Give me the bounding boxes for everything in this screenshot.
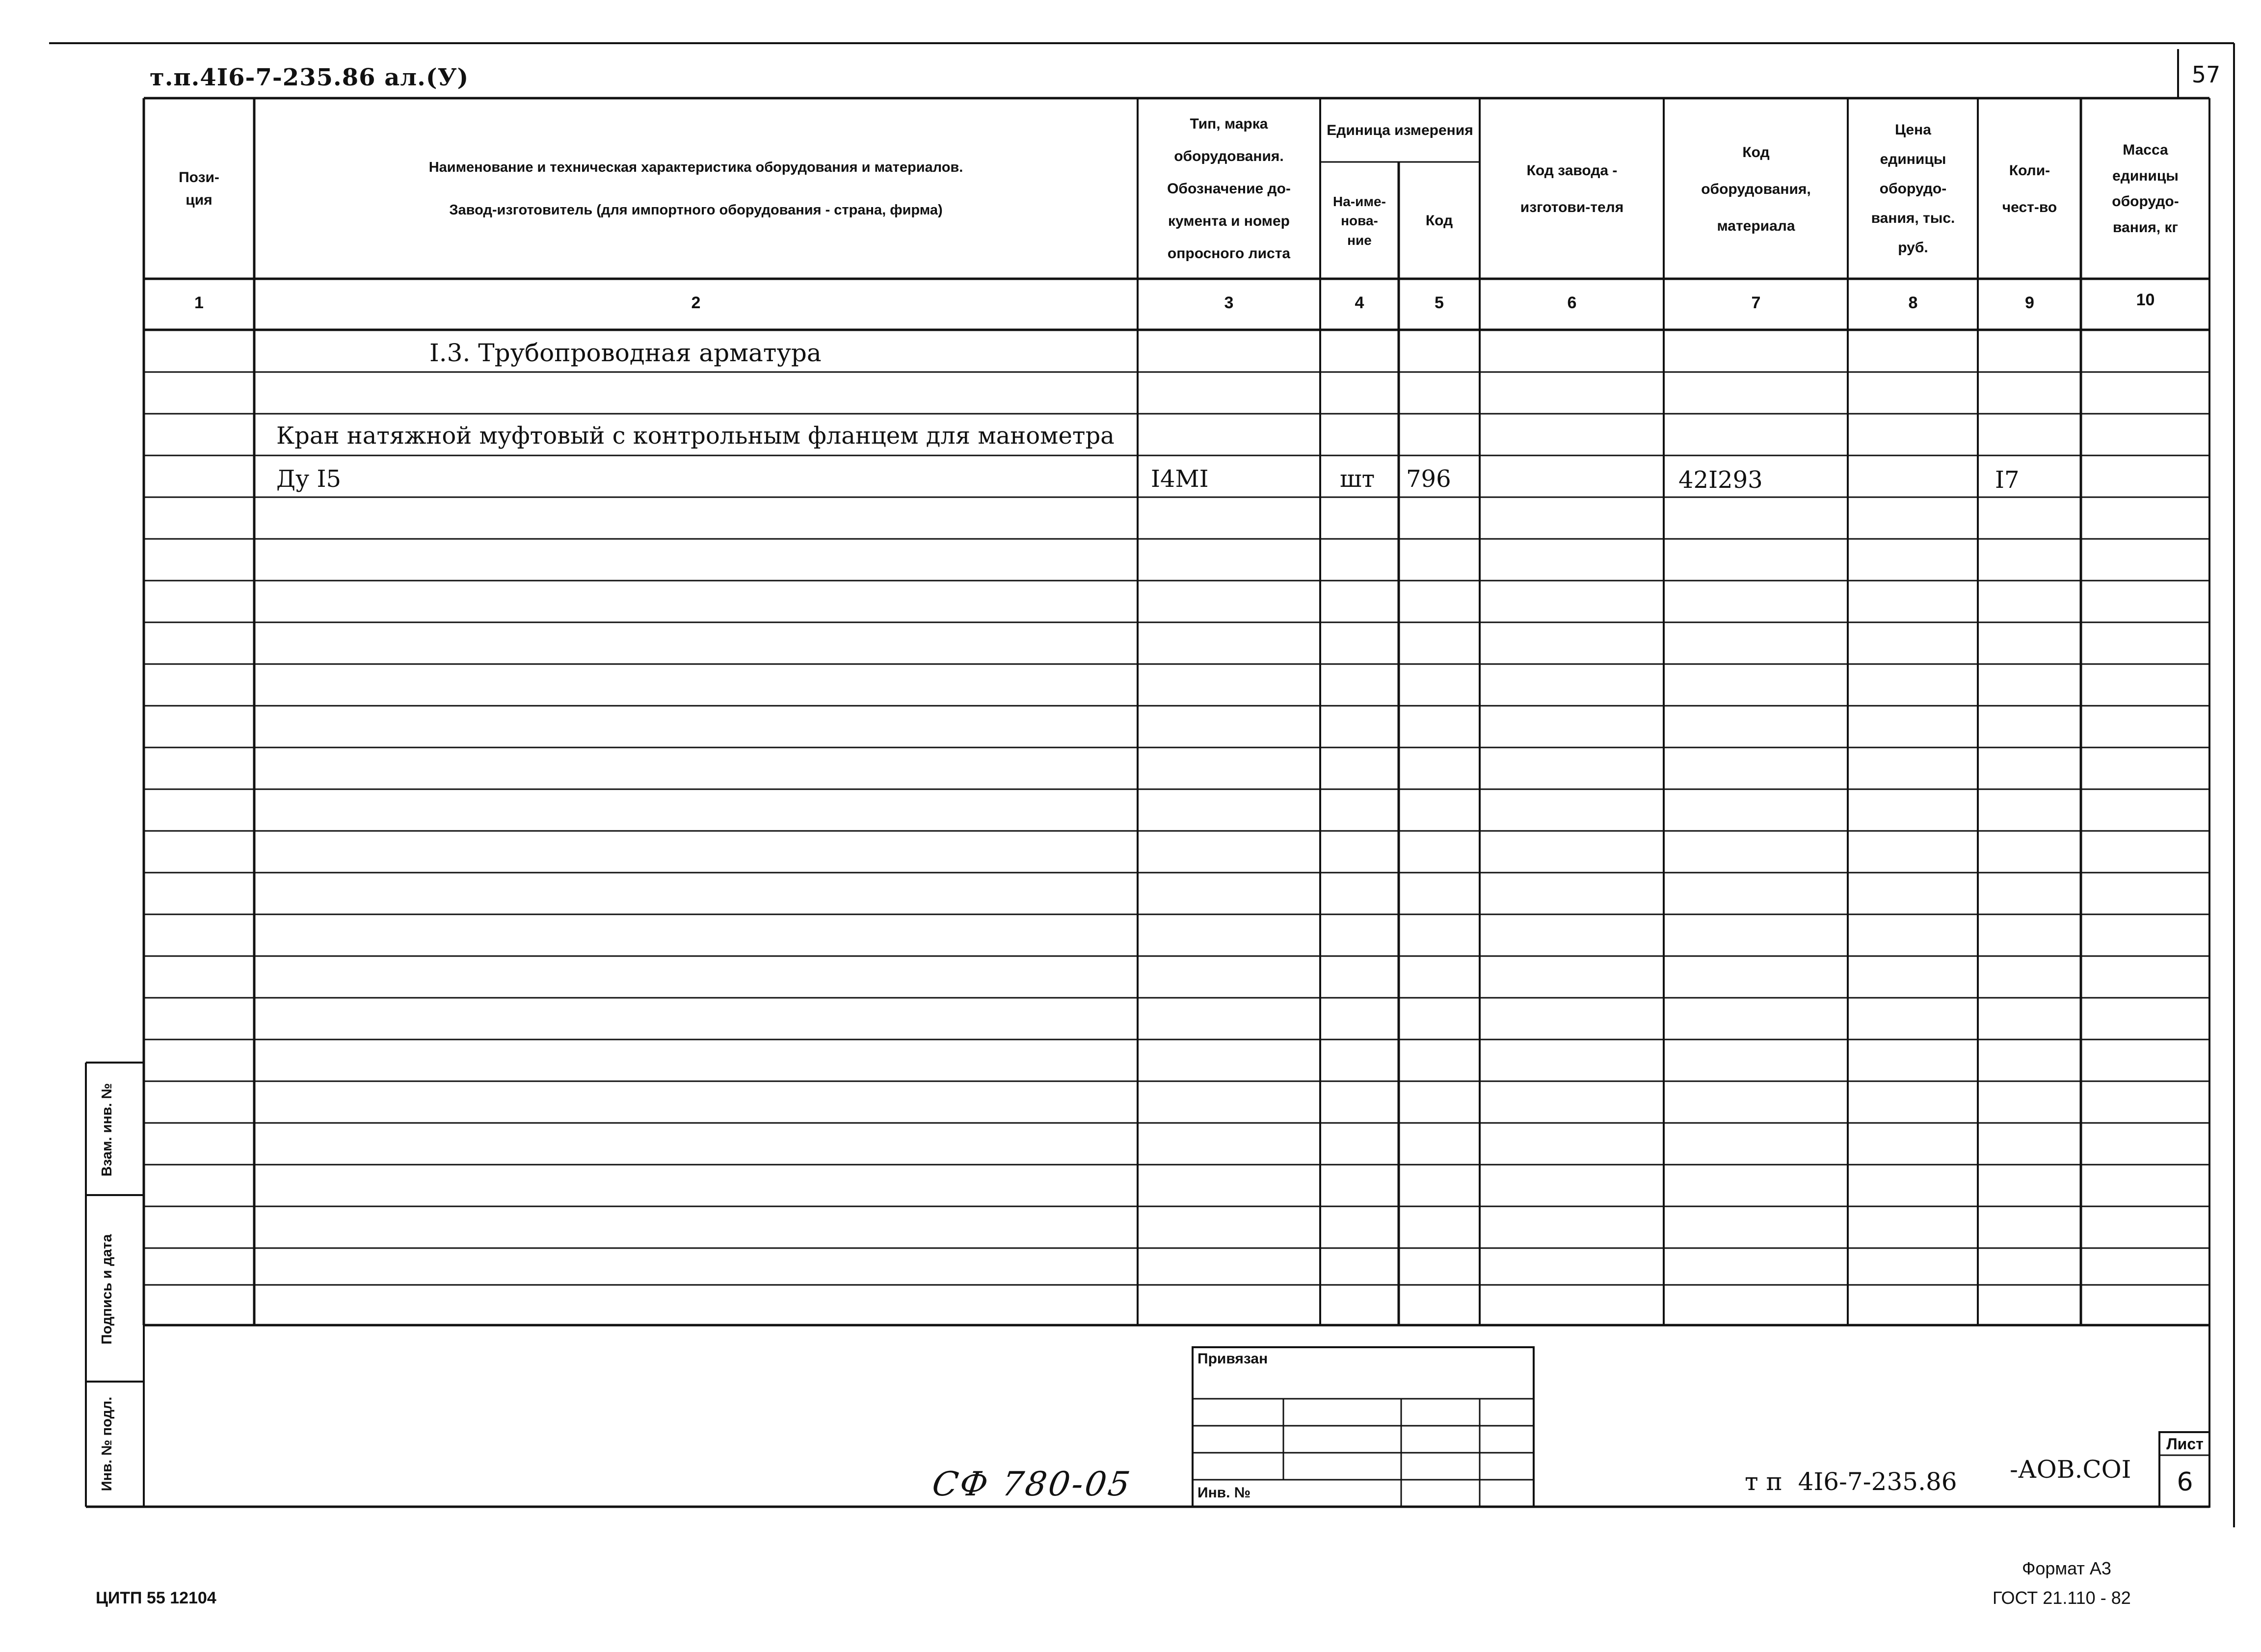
column-header-equipment-code: Код оборудования, материала [1701, 144, 1811, 234]
column-number-5: 5 [1435, 293, 1444, 312]
column-number-8: 8 [1908, 293, 1918, 312]
footer-format: Формат А3 [2022, 1558, 2111, 1578]
column-header-name: Наименование и техническая характеристика оборудования и материалов. Завод-изготовитель (для импортного оборудования - страна, фирма) [428, 160, 963, 218]
section-title: I.3. Трубопроводная арматура [429, 339, 822, 367]
column-header-unit-group: Единица измерения [1327, 122, 1473, 138]
column-header-position: Пози- ция [179, 169, 219, 208]
item-size: Ду I5 [276, 465, 342, 493]
inv-label: Инв. № [1197, 1485, 1251, 1501]
footer-left: ЦИТП 55 12104 [96, 1589, 216, 1607]
column-number-4: 4 [1355, 293, 1364, 312]
column-header-mass: Масса единицы оборудо-вания, кг [2112, 142, 2179, 236]
column-number-3: 3 [1224, 293, 1234, 312]
column-number-6: 6 [1567, 293, 1577, 312]
side-stamp-original-inv: Инв. № подл. [99, 1396, 115, 1492]
column-number-10: 10 [2136, 291, 2155, 309]
document-code: т п 4I6-7-235.86 [1745, 1467, 1957, 1496]
column-number-2: 2 [691, 293, 701, 312]
item-unit-code: 796 [1406, 465, 1451, 493]
column-header-unit-code: Код [1425, 212, 1453, 229]
sheet-number: 6 [2177, 1467, 2193, 1497]
item-type: I4MI [1151, 465, 1209, 493]
document-suffix: -АОВ.СОI [2010, 1455, 2131, 1484]
item-quantity: I7 [1995, 466, 2020, 494]
footer-gost: ГОСТ 21.110 - 82 [1993, 1588, 2131, 1608]
handwritten-note: СФ 780-05 [930, 1465, 1134, 1504]
side-stamp-replace-inv: Взам. инв. № [99, 1083, 115, 1177]
column-header-price: Цена единицы оборудо-вания, тыс. руб. [1871, 122, 1955, 256]
column-number-9: 9 [2025, 293, 2034, 312]
column-header-quantity: Коли-чест-во [2002, 162, 2057, 215]
column-number-1: 1 [194, 293, 204, 312]
document-reference: т.п.4I6-7-235.86 ал.(У) [150, 64, 469, 91]
side-stamp-signature-date: Подпись и дата [99, 1234, 115, 1345]
item-equipment-code: 42I293 [1678, 466, 1763, 494]
column-number-7: 7 [1751, 293, 1761, 312]
column-header-unit-name: На-име-нова-ние [1333, 194, 1386, 248]
column-header-type: Тип, марка оборудования. Обозначение до-кумента и номер опросного листа [1167, 116, 1291, 262]
bound-label: Привязан [1197, 1351, 1268, 1367]
page-number: 57 [2191, 61, 2221, 88]
sheet-label: Лист [2166, 1435, 2204, 1453]
column-header-factory-code: Код завода - изготови-теля [1520, 162, 1624, 215]
item-name: Кран натяжной муфтовый с контрольным фланцем для манометра [276, 422, 1115, 450]
item-unit: шт [1340, 465, 1375, 493]
